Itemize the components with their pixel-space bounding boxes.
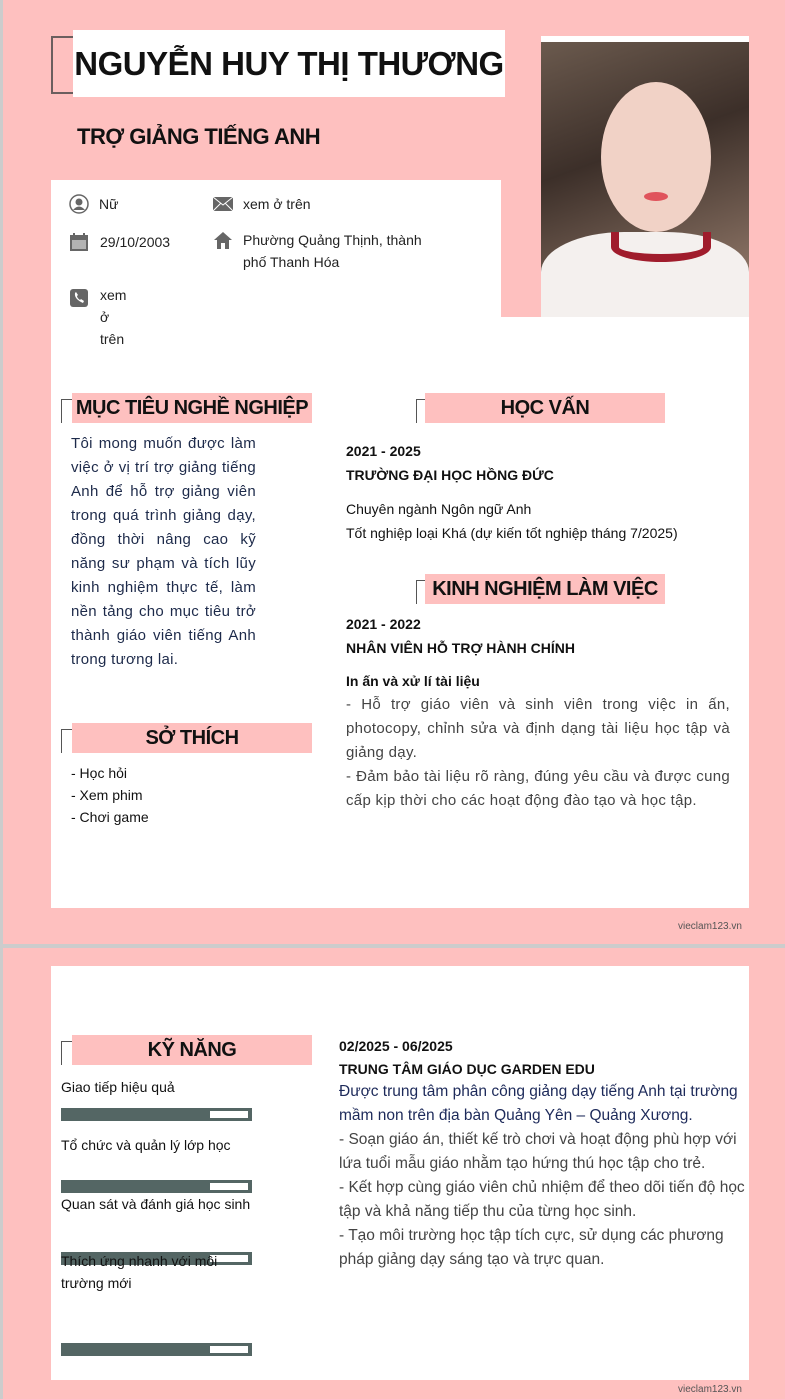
skill-bar-remainder <box>210 1183 248 1190</box>
job-title: NHÂN VIÊN HỖ TRỢ HÀNH CHÍNH <box>346 640 575 656</box>
job-line: - Soạn giáo án, thiết kế trò chơi và hoạt động phù hợp với lứa tuổi mẫu giáo nhằm tạo hứng thú học tập cho trẻ. <box>339 1131 737 1172</box>
email: xem ở trên <box>243 196 311 212</box>
job-period: 2021 - 2022 <box>346 616 421 632</box>
job-description <box>339 1128 749 1272</box>
education-heading: HỌC VẤN <box>425 393 665 423</box>
skill-name: Quan sát và đánh giá học sinh <box>61 1196 251 1212</box>
skill-bar <box>61 1343 252 1356</box>
education-school: TRƯỜNG ĐẠI HỌC HỒNG ĐỨC <box>346 467 554 483</box>
job-title: TRỢ GIẢNG TIẾNG ANH <box>77 124 321 149</box>
watermark: vieclam123.vn <box>678 921 742 932</box>
job-subtitle: In ấn và xử lí tài liệu <box>346 673 480 689</box>
job-line: - Tạo môi trường học tập tích cực, sử dụng các phương pháp giảng dạy sáng tạo và trực quan. <box>339 1227 724 1268</box>
education-period: 2021 - 2025 <box>346 443 421 459</box>
address: Phường Quảng Thịnh, thành phố Thanh Hóa <box>243 232 422 270</box>
hobbies-list <box>71 762 149 828</box>
skill-bar-remainder <box>210 1346 248 1353</box>
hobby-item: - Chơi game <box>71 809 149 825</box>
full-name: NGUYỄN HUY THỊ THƯƠNG <box>73 30 505 97</box>
hobby-item: - Xem phim <box>71 787 143 803</box>
profile-photo <box>541 36 749 317</box>
home-icon <box>213 230 233 250</box>
job-title: TRUNG TÂM GIÁO DỤC GARDEN EDU <box>339 1061 595 1077</box>
education-details <box>346 497 678 545</box>
education-line: Tốt nghiệp loại Khá (dự kiến tốt nghiệp tháng 7/2025) <box>346 525 678 541</box>
phone-icon <box>69 288 89 308</box>
skill-name: Giao tiếp hiệu quả <box>61 1079 175 1095</box>
phone-line: xem <box>100 287 127 303</box>
job-description <box>346 693 730 813</box>
phone-line: trên <box>100 331 125 347</box>
education-line: Chuyên ngành Ngôn ngữ Anh <box>346 501 532 517</box>
experience-heading: KINH NGHIỆM LÀM VIỆC <box>425 574 665 604</box>
skills-heading: KỸ NĂNG <box>72 1035 312 1065</box>
phone <box>100 284 126 350</box>
skill-bar <box>61 1180 252 1193</box>
user-icon <box>69 194 89 214</box>
watermark: vieclam123.vn <box>678 1384 742 1395</box>
objective-text: Tôi mong muốn được làm việc ở vị trí trợ giảng tiếng Anh để hỗ trợ giảng viên trong quá trình giảng dạy, đồng thời nâng cao kỹ năng sư phạm và tích lũy kinh nghiệm thực tế, làm nền tảng cho mục tiêu trở thành giáo viên tiếng Anh trong tương lai. <box>71 435 256 668</box>
hobby-item: - Học hỏi <box>71 765 128 781</box>
skill-name: Thích ứng nhanh với môi trường mới <box>61 1253 218 1291</box>
name-bracket-decoration <box>51 36 75 94</box>
skill-bar <box>61 1108 252 1121</box>
job-period: 02/2025 - 06/2025 <box>339 1038 453 1054</box>
birthdate: 29/10/2003 <box>100 234 171 250</box>
email-icon <box>213 194 233 214</box>
job-line: - Đảm bảo tài liệu rõ ràng, đúng yêu cầu và được cung cấp kịp thời cho các hoạt động đào tạo và học tập. <box>346 768 730 809</box>
phone-line: ở <box>100 309 110 325</box>
job-line: - Kết hợp cùng giáo viên chủ nhiệm để theo dõi tiến độ học tập và khả năng tiếp thu của từng học sinh. <box>339 1179 745 1220</box>
hobbies-heading: SỞ THÍCH <box>72 723 312 753</box>
job-line: - Hỗ trợ giáo viên và sinh viên trong việc in ấn, photocopy, chỉnh sửa và định dạng tài liệu học tập và giảng dạy. <box>346 696 730 761</box>
objective-heading: MỤC TIÊU NGHỀ NGHIỆP <box>72 393 312 423</box>
skill-name: Tổ chức và quản lý lớp học <box>61 1137 231 1153</box>
skill-bar-remainder <box>210 1111 248 1118</box>
job-intro: Được trung tâm phân công giảng dạy tiếng Anh tại trường mầm non trên địa bàn Quảng Yên – Quảng Xương. <box>339 1083 738 1124</box>
calendar-icon <box>69 232 89 252</box>
gender: Nữ <box>99 196 119 212</box>
